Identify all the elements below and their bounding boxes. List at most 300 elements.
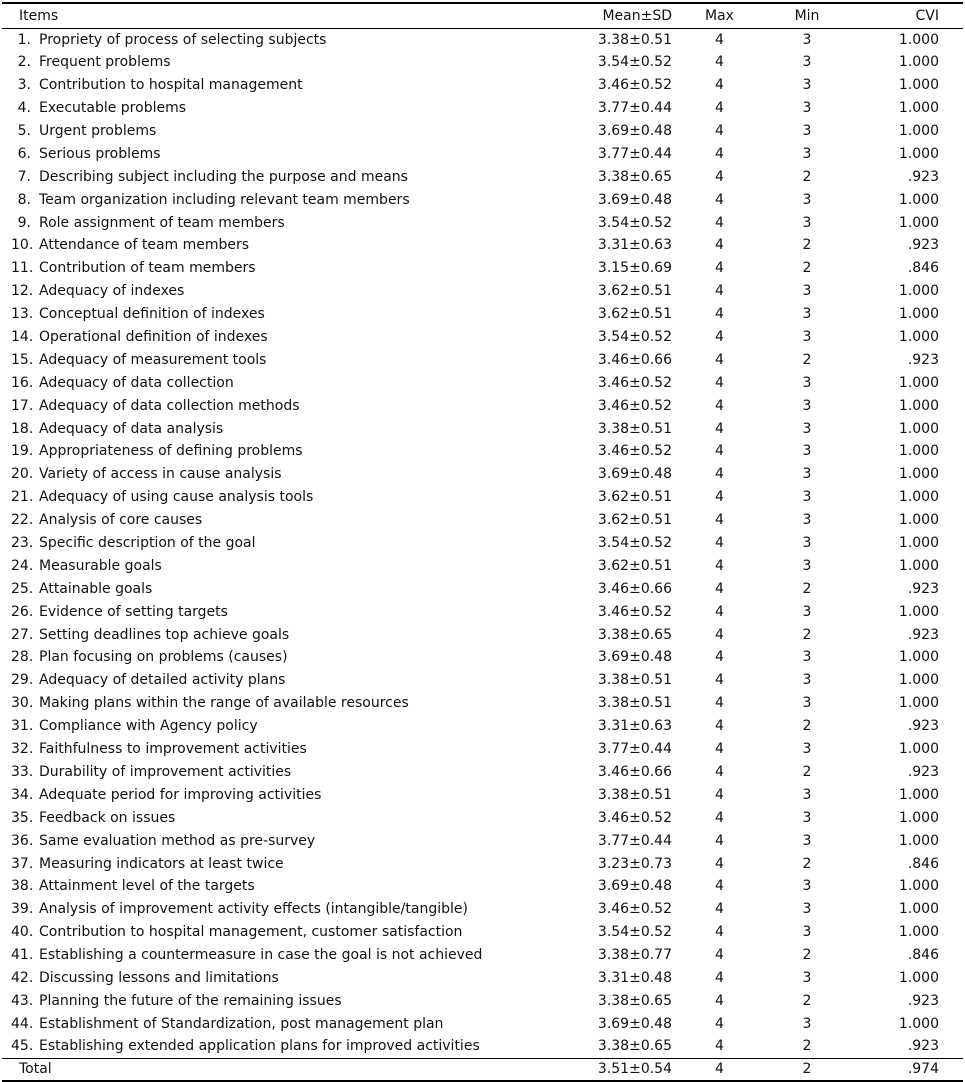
item-number: 10. bbox=[11, 237, 34, 254]
item-number: 40. bbox=[11, 924, 34, 941]
item-number: 25. bbox=[11, 580, 34, 597]
max-cell: 4 bbox=[715, 443, 724, 460]
min-cell: 3 bbox=[802, 557, 812, 574]
mean-sd-cell: 3.62±0.51 bbox=[597, 283, 672, 300]
min-cell: 2 bbox=[802, 947, 812, 964]
item-number: 17. bbox=[11, 397, 34, 414]
item-cell bbox=[2, 463, 562, 486]
item-cell bbox=[2, 280, 562, 303]
table-row bbox=[2, 601, 963, 624]
mean-sd-cell: 3.46±0.66 bbox=[597, 763, 672, 780]
item-number: 19. bbox=[11, 443, 34, 460]
min-cell: 3 bbox=[802, 695, 812, 712]
total-max: 4 bbox=[672, 1059, 767, 1082]
table-row bbox=[2, 257, 963, 280]
min-cell: 3 bbox=[802, 786, 812, 803]
table-row bbox=[2, 647, 963, 670]
cvi-cell: 1.000 bbox=[898, 214, 939, 231]
item-cell bbox=[2, 990, 562, 1013]
item-number: 45. bbox=[11, 1038, 34, 1055]
total-cvi: .974 bbox=[847, 1059, 963, 1082]
min-cell: 3 bbox=[802, 420, 812, 437]
item-text: Adequacy of data collection methods bbox=[39, 397, 300, 414]
mean-sd-cell: 3.62±0.51 bbox=[597, 512, 672, 529]
item-cell bbox=[2, 212, 562, 235]
max-cell: 4 bbox=[715, 649, 724, 666]
min-cell: 2 bbox=[802, 855, 812, 872]
item-text: Attendance of team members bbox=[39, 237, 250, 254]
item-cell bbox=[2, 326, 562, 349]
table-row bbox=[2, 486, 963, 509]
item-text: Plan focusing on problems (causes) bbox=[39, 649, 288, 666]
item-text: Faithfulness to improvement activities bbox=[39, 741, 307, 758]
table-row bbox=[2, 784, 963, 807]
max-cell: 4 bbox=[715, 741, 724, 758]
item-text: Describing subject including the purpose and means bbox=[39, 168, 408, 185]
item-cell bbox=[2, 29, 562, 52]
item-cell bbox=[2, 921, 562, 944]
cvi-cell: .846 bbox=[907, 260, 939, 277]
header-cvi: CVI bbox=[847, 3, 963, 29]
table-row bbox=[2, 235, 963, 258]
table-row bbox=[2, 280, 963, 303]
mean-sd-cell: 3.77±0.44 bbox=[597, 832, 672, 849]
mean-sd-cell: 3.46±0.52 bbox=[597, 809, 672, 826]
max-cell: 4 bbox=[715, 626, 724, 643]
max-cell: 4 bbox=[715, 54, 724, 71]
item-text: Planning the future of the remaining issues bbox=[39, 992, 342, 1009]
table-row bbox=[2, 921, 963, 944]
mean-sd-cell: 3.38±0.77 bbox=[597, 947, 672, 964]
item-text: Executable problems bbox=[39, 100, 187, 117]
min-cell: 3 bbox=[802, 191, 812, 208]
max-cell: 4 bbox=[715, 512, 724, 529]
item-number: 36. bbox=[11, 832, 34, 849]
min-cell: 3 bbox=[802, 741, 812, 758]
max-cell: 4 bbox=[715, 145, 724, 162]
cvi-cell: .923 bbox=[907, 763, 939, 780]
max-cell: 4 bbox=[715, 351, 724, 368]
cvi-cell: 1.000 bbox=[898, 466, 939, 483]
item-text: Feedback on issues bbox=[39, 809, 176, 826]
item-cell bbox=[2, 624, 562, 647]
item-cell bbox=[2, 166, 562, 189]
item-text: Adequacy of detailed activity plans bbox=[39, 672, 286, 689]
min-cell: 2 bbox=[802, 237, 812, 254]
item-number: 22. bbox=[11, 512, 34, 529]
cvi-cell: 1.000 bbox=[898, 969, 939, 986]
table-row bbox=[2, 1036, 963, 1059]
max-cell: 4 bbox=[715, 191, 724, 208]
min-cell: 3 bbox=[802, 878, 812, 895]
item-number: 33. bbox=[11, 763, 34, 780]
table-row bbox=[2, 29, 963, 52]
item-text: Conceptual definition of indexes bbox=[39, 306, 265, 323]
cvi-cell: .923 bbox=[907, 168, 939, 185]
mean-sd-cell: 3.31±0.63 bbox=[597, 237, 672, 254]
item-text: Same evaluation method as pre-survey bbox=[39, 832, 316, 849]
table-row bbox=[2, 578, 963, 601]
item-text: Analysis of improvement activity effects (intangible/tangible) bbox=[39, 901, 468, 918]
mean-sd-cell: 3.46±0.52 bbox=[597, 443, 672, 460]
cvi-cell: 1.000 bbox=[898, 306, 939, 323]
item-number: 4. bbox=[17, 100, 31, 117]
cvi-cell: .923 bbox=[907, 992, 939, 1009]
item-cell bbox=[2, 830, 562, 853]
cvi-cell: 1.000 bbox=[898, 31, 939, 48]
table-row bbox=[2, 97, 963, 120]
item-cell bbox=[2, 74, 562, 97]
min-cell: 3 bbox=[802, 603, 812, 620]
table-row bbox=[2, 166, 963, 189]
cvi-cell: 1.000 bbox=[898, 145, 939, 162]
table-row bbox=[2, 326, 963, 349]
item-text: Frequent problems bbox=[39, 54, 171, 71]
table-row bbox=[2, 303, 963, 326]
item-number: 5. bbox=[17, 123, 31, 139]
item-number: 15. bbox=[11, 351, 34, 368]
item-cell bbox=[2, 853, 562, 876]
max-cell: 4 bbox=[715, 557, 724, 574]
item-text: Appropriateness of defining problems bbox=[39, 443, 303, 460]
item-number: 26. bbox=[11, 603, 34, 620]
item-number: 24. bbox=[11, 557, 34, 574]
mean-sd-cell: 3.54±0.52 bbox=[597, 535, 672, 552]
item-number: 11. bbox=[11, 260, 34, 277]
item-cell bbox=[2, 51, 562, 74]
max-cell: 4 bbox=[715, 260, 724, 277]
item-text: Durability of improvement activities bbox=[39, 763, 292, 780]
table-row bbox=[2, 463, 963, 486]
min-cell: 3 bbox=[802, 145, 812, 162]
mean-sd-cell: 3.38±0.65 bbox=[597, 168, 672, 185]
item-text: Attainable goals bbox=[39, 580, 153, 597]
min-cell: 3 bbox=[802, 283, 812, 300]
cvi-cell: 1.000 bbox=[898, 77, 939, 94]
table-row bbox=[2, 853, 963, 876]
item-number: 8. bbox=[17, 191, 31, 208]
header-min: Min bbox=[767, 3, 847, 29]
max-cell: 4 bbox=[715, 123, 724, 139]
item-cell bbox=[2, 669, 562, 692]
mean-sd-cell: 3.69±0.48 bbox=[597, 191, 672, 208]
mean-sd-cell: 3.69±0.48 bbox=[597, 466, 672, 483]
mean-sd-cell: 3.38±0.51 bbox=[597, 672, 672, 689]
item-cell bbox=[2, 1036, 562, 1059]
item-text: Adequacy of indexes bbox=[39, 283, 185, 300]
mean-sd-cell: 3.31±0.48 bbox=[597, 969, 672, 986]
cvi-cell: 1.000 bbox=[898, 54, 939, 71]
min-cell: 2 bbox=[802, 992, 812, 1009]
item-cell bbox=[2, 532, 562, 555]
table-row bbox=[2, 944, 963, 967]
mean-sd-cell: 3.62±0.51 bbox=[597, 306, 672, 323]
table-row bbox=[2, 692, 963, 715]
max-cell: 4 bbox=[715, 1038, 724, 1055]
item-text: Team organization including relevant team members bbox=[39, 191, 410, 208]
table-row bbox=[2, 441, 963, 464]
cvi-cell: 1.000 bbox=[898, 901, 939, 918]
item-cell bbox=[2, 257, 562, 280]
table-row bbox=[2, 74, 963, 97]
item-number: 13. bbox=[11, 306, 34, 323]
item-cell bbox=[2, 395, 562, 418]
max-cell: 4 bbox=[715, 77, 724, 94]
max-cell: 4 bbox=[715, 535, 724, 552]
table-row bbox=[2, 143, 963, 166]
item-text: Establishment of Standardization, post management plan bbox=[39, 1015, 444, 1032]
mean-sd-cell: 3.46±0.52 bbox=[597, 77, 672, 94]
mean-sd-cell: 3.31±0.63 bbox=[597, 718, 672, 735]
mean-sd-cell: 3.46±0.66 bbox=[597, 351, 672, 368]
min-cell: 2 bbox=[802, 763, 812, 780]
max-cell: 4 bbox=[715, 580, 724, 597]
item-number: 41. bbox=[11, 947, 34, 964]
cvi-cell: .923 bbox=[907, 1038, 939, 1055]
table-row bbox=[2, 372, 963, 395]
min-cell: 3 bbox=[802, 214, 812, 231]
mean-sd-cell: 3.38±0.65 bbox=[597, 1038, 672, 1055]
item-number: 28. bbox=[11, 649, 34, 666]
item-number: 34. bbox=[11, 786, 34, 803]
max-cell: 4 bbox=[715, 786, 724, 803]
max-cell: 4 bbox=[715, 924, 724, 941]
max-cell: 4 bbox=[715, 603, 724, 620]
cvi-cell: .923 bbox=[907, 718, 939, 735]
mean-sd-cell: 3.46±0.52 bbox=[597, 397, 672, 414]
max-cell: 4 bbox=[715, 1015, 724, 1032]
max-cell: 4 bbox=[715, 306, 724, 323]
item-cell bbox=[2, 349, 562, 372]
max-cell: 4 bbox=[715, 763, 724, 780]
max-cell: 4 bbox=[715, 855, 724, 872]
cvi-cell: 1.000 bbox=[898, 649, 939, 666]
min-cell: 2 bbox=[802, 718, 812, 735]
item-text: Measurable goals bbox=[39, 557, 162, 574]
min-cell: 3 bbox=[802, 306, 812, 323]
item-cell bbox=[2, 578, 562, 601]
cvi-cell: 1.000 bbox=[898, 809, 939, 826]
mean-sd-cell: 3.38±0.51 bbox=[597, 695, 672, 712]
table-row bbox=[2, 418, 963, 441]
item-text: Discussing lessons and limitations bbox=[39, 969, 279, 986]
min-cell: 3 bbox=[802, 329, 812, 346]
item-number: 20. bbox=[11, 466, 34, 483]
item-number: 21. bbox=[11, 489, 34, 506]
item-text: Adequacy of data collection bbox=[39, 374, 234, 391]
min-cell: 3 bbox=[802, 489, 812, 506]
item-number: 9. bbox=[17, 214, 31, 231]
item-cell bbox=[2, 120, 562, 143]
max-cell: 4 bbox=[715, 947, 724, 964]
table-row bbox=[2, 967, 963, 990]
min-cell: 3 bbox=[802, 443, 812, 460]
mean-sd-cell: 3.46±0.66 bbox=[597, 580, 672, 597]
item-text: Adequacy of measurement tools bbox=[39, 351, 267, 368]
item-text: Variety of access in cause analysis bbox=[39, 466, 282, 483]
mean-sd-cell: 3.46±0.52 bbox=[597, 901, 672, 918]
cvi-cell: 1.000 bbox=[898, 191, 939, 208]
item-cell bbox=[2, 761, 562, 784]
item-cell bbox=[2, 143, 562, 166]
min-cell: 3 bbox=[802, 672, 812, 689]
table-row bbox=[2, 624, 963, 647]
max-cell: 4 bbox=[715, 832, 724, 849]
mean-sd-cell: 3.69±0.48 bbox=[597, 649, 672, 666]
max-cell: 4 bbox=[715, 489, 724, 506]
table-row bbox=[2, 807, 963, 830]
table-row bbox=[2, 395, 963, 418]
item-text: Urgent problems bbox=[39, 123, 157, 139]
min-cell: 3 bbox=[802, 535, 812, 552]
item-number: 30. bbox=[11, 695, 34, 712]
item-number: 29. bbox=[11, 672, 34, 689]
header-items: Items bbox=[2, 3, 562, 29]
table-row bbox=[2, 898, 963, 921]
table-row bbox=[2, 555, 963, 578]
cvi-table bbox=[2, 2, 963, 1082]
item-cell bbox=[2, 647, 562, 670]
max-cell: 4 bbox=[715, 397, 724, 414]
item-cell bbox=[2, 692, 562, 715]
max-cell: 4 bbox=[715, 168, 724, 185]
min-cell: 2 bbox=[802, 168, 812, 185]
mean-sd-cell: 3.54±0.52 bbox=[597, 329, 672, 346]
cvi-cell: 1.000 bbox=[898, 397, 939, 414]
item-number: 6. bbox=[17, 145, 31, 162]
min-cell: 3 bbox=[802, 924, 812, 941]
min-cell: 3 bbox=[802, 1015, 812, 1032]
item-number: 39. bbox=[11, 901, 34, 918]
mean-sd-cell: 3.54±0.52 bbox=[597, 54, 672, 71]
item-cell bbox=[2, 967, 562, 990]
mean-sd-cell: 3.77±0.44 bbox=[597, 145, 672, 162]
mean-sd-cell: 3.46±0.52 bbox=[597, 374, 672, 391]
item-text: Compliance with Agency policy bbox=[39, 718, 258, 735]
item-number: 18. bbox=[11, 420, 34, 437]
item-number: 14. bbox=[11, 329, 34, 346]
table-row bbox=[2, 990, 963, 1013]
table-row bbox=[2, 875, 963, 898]
max-cell: 4 bbox=[715, 878, 724, 895]
item-number: 38. bbox=[11, 878, 34, 895]
max-cell: 4 bbox=[715, 31, 724, 48]
mean-sd-cell: 3.23±0.73 bbox=[597, 855, 672, 872]
max-cell: 4 bbox=[715, 718, 724, 735]
cvi-cell: 1.000 bbox=[898, 557, 939, 574]
cvi-cell: 1.000 bbox=[898, 123, 939, 139]
max-cell: 4 bbox=[715, 283, 724, 300]
min-cell: 3 bbox=[802, 512, 812, 529]
item-text: Contribution of team members bbox=[39, 260, 256, 277]
mean-sd-cell: 3.54±0.52 bbox=[597, 214, 672, 231]
cvi-cell: 1.000 bbox=[898, 741, 939, 758]
max-cell: 4 bbox=[715, 992, 724, 1009]
total-label: Total bbox=[2, 1059, 562, 1082]
min-cell: 2 bbox=[802, 260, 812, 277]
cvi-cell: .923 bbox=[907, 351, 939, 368]
min-cell: 3 bbox=[802, 100, 812, 117]
min-cell: 3 bbox=[802, 466, 812, 483]
item-cell bbox=[2, 784, 562, 807]
cvi-cell: .923 bbox=[907, 626, 939, 643]
table-row bbox=[2, 830, 963, 853]
item-text: Attainment level of the targets bbox=[39, 878, 255, 895]
cvi-cell: 1.000 bbox=[898, 786, 939, 803]
table-row bbox=[2, 669, 963, 692]
item-number: 3. bbox=[17, 77, 31, 94]
min-cell: 3 bbox=[802, 374, 812, 391]
cvi-cell: 1.000 bbox=[898, 832, 939, 849]
cvi-cell: 1.000 bbox=[898, 100, 939, 117]
mean-sd-cell: 3.38±0.51 bbox=[597, 786, 672, 803]
max-cell: 4 bbox=[715, 809, 724, 826]
mean-sd-cell: 3.38±0.51 bbox=[597, 31, 672, 48]
mean-sd-cell: 3.69±0.48 bbox=[597, 123, 672, 139]
table-row bbox=[2, 715, 963, 738]
total-min: 2 bbox=[767, 1059, 847, 1082]
min-cell: 3 bbox=[802, 649, 812, 666]
min-cell: 3 bbox=[802, 832, 812, 849]
item-text: Establishing extended application plans for improved activities bbox=[39, 1038, 480, 1055]
max-cell: 4 bbox=[715, 100, 724, 117]
item-number: 44. bbox=[11, 1015, 34, 1032]
item-cell bbox=[2, 807, 562, 830]
total-mean-sd: 3.51±0.54 bbox=[562, 1059, 672, 1082]
item-text: Evidence of setting targets bbox=[39, 603, 228, 620]
item-number: 1. bbox=[17, 31, 31, 48]
mean-sd-cell: 3.38±0.65 bbox=[597, 626, 672, 643]
item-cell bbox=[2, 898, 562, 921]
table-row bbox=[2, 212, 963, 235]
max-cell: 4 bbox=[715, 237, 724, 254]
item-text: Adequacy of data analysis bbox=[39, 420, 224, 437]
item-number: 43. bbox=[11, 992, 34, 1009]
table-row bbox=[2, 532, 963, 555]
cvi-cell: 1.000 bbox=[898, 878, 939, 895]
item-text: Operational definition of indexes bbox=[39, 329, 268, 346]
table-row bbox=[2, 1013, 963, 1036]
item-text: Specific description of the goal bbox=[39, 535, 256, 552]
max-cell: 4 bbox=[715, 329, 724, 346]
item-number: 7. bbox=[17, 168, 31, 185]
min-cell: 3 bbox=[802, 31, 812, 48]
table-row bbox=[2, 349, 963, 372]
header-row bbox=[2, 3, 963, 29]
item-cell bbox=[2, 372, 562, 395]
item-text: Role assignment of team members bbox=[39, 214, 285, 231]
item-number: 12. bbox=[11, 283, 34, 300]
min-cell: 3 bbox=[802, 809, 812, 826]
item-text: Propriety of process of selecting subjects bbox=[39, 31, 327, 48]
max-cell: 4 bbox=[715, 695, 724, 712]
item-text: Adequacy of using cause analysis tools bbox=[39, 489, 314, 506]
mean-sd-cell: 3.38±0.65 bbox=[597, 992, 672, 1009]
max-cell: 4 bbox=[715, 466, 724, 483]
cvi-cell: 1.000 bbox=[898, 924, 939, 941]
cvi-cell: 1.000 bbox=[898, 374, 939, 391]
mean-sd-cell: 3.46±0.52 bbox=[597, 603, 672, 620]
max-cell: 4 bbox=[715, 672, 724, 689]
cvi-cell: 1.000 bbox=[898, 1015, 939, 1032]
item-number: 2. bbox=[17, 54, 31, 71]
min-cell: 2 bbox=[802, 351, 812, 368]
mean-sd-cell: 3.62±0.51 bbox=[597, 489, 672, 506]
item-cell bbox=[2, 715, 562, 738]
table-row bbox=[2, 738, 963, 761]
cvi-cell: 1.000 bbox=[898, 535, 939, 552]
item-text: Contribution to hospital management, customer satisfaction bbox=[39, 924, 463, 941]
